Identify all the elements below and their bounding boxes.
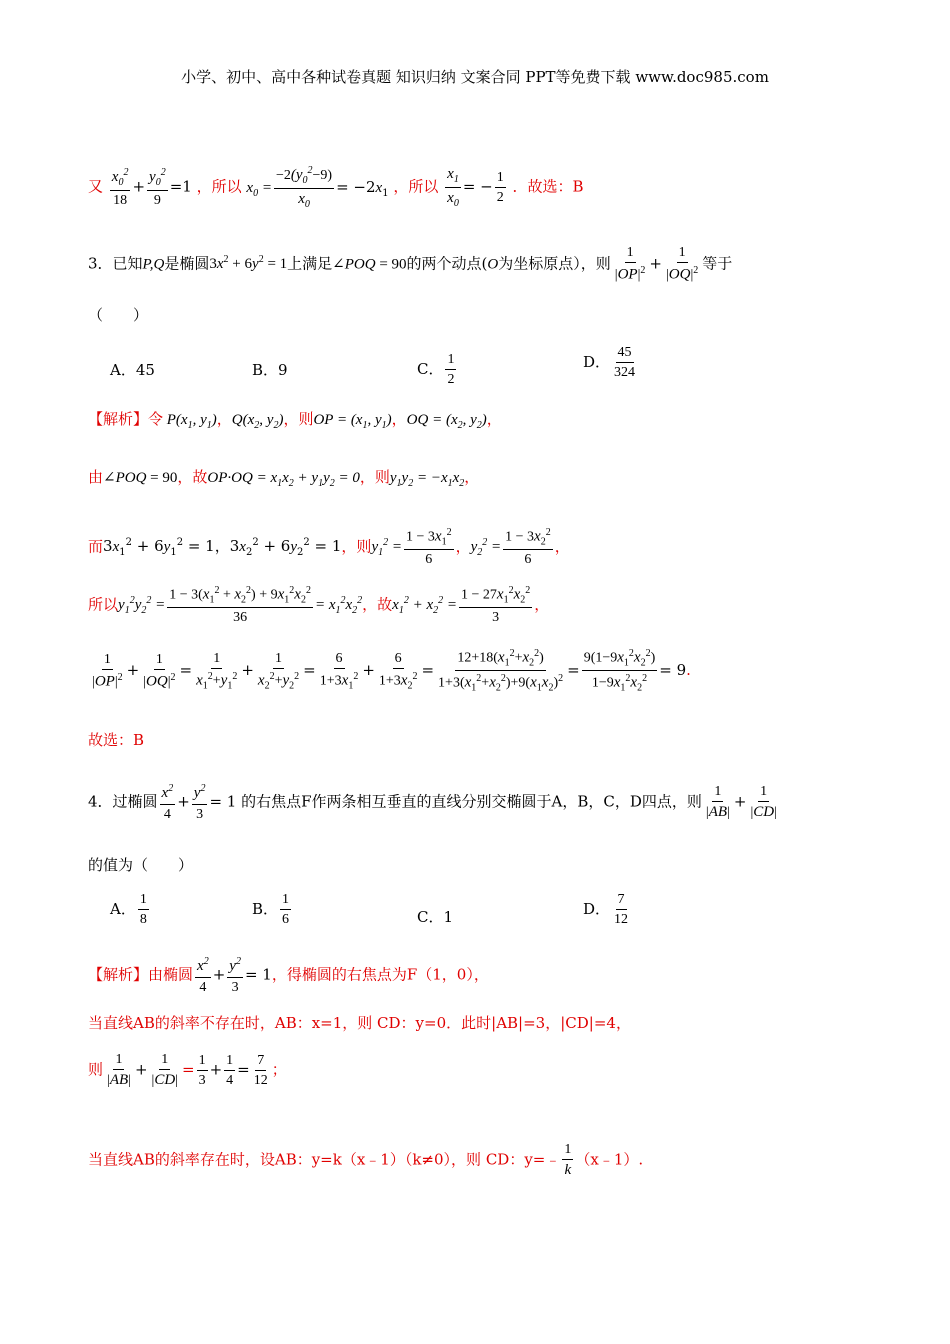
q3-paren: （ ） (88, 306, 149, 324)
question-3: 3．已知P,Q是椭圆$3x^2 + 6y^2 = 1$上满足∠POQ = 90的两个动点(O为坐标原点），则 $\frac{1}{|OP|^2}$ + $\frac{1}{|OQ|^2}$ 等于 (88, 245, 733, 284)
q4-analysis-1: 【解析】由椭圆 $\frac{x^2}{4}$ + $\frac{y^2}{3}$ = 1，得椭圆的右焦点为F（1，0）， (88, 956, 489, 995)
q3-analysis-1: 【解析】令 $P(x_1$, $y_1$)，$Q(x_2$, $y_2$)，则OP = ($x_1$, $y_1$)，OQ = ($x_2$, $y_2$)， (88, 410, 502, 431)
prev-solution-line: 又 $\frac{x_0^2}{18}$ + $\frac{y_0^2}{9}$ =1 ，所以 $x_0$ = $\frac{-2(y_0^2-9)}{x_0}$ = $-2x_1$ ，所以 $\frac{x_1}{x_0}$ = − $\frac{1}{2}$ ．故选：B (88, 165, 584, 210)
text: 的两个动点( (406, 254, 488, 273)
text: ，所以 (196, 177, 242, 196)
q4-option-a: A． $\frac{1}{8}$ (110, 892, 147, 928)
text: ，所以 (393, 177, 439, 196)
q3-analysis-2: 由∠POQ = 90，故$OP\cdot OQ = x_1x_2 + y_1y_2 = 0$，则$y_1y_2 = -x_1x_2$， (88, 468, 480, 489)
text: 3．已知 (88, 254, 143, 273)
math: $\frac{x_0^2}{18}$ (111, 166, 129, 208)
text: 又 (88, 177, 104, 196)
q4-analysis-4: 当直线AB的斜率存在时，设AB：y=k（x﹣1）（k≠0），则 CD：y=﹣ $\frac{1}{k}$ （x﹣1）. (88, 1142, 644, 1179)
text: 为坐标原点），则 (498, 254, 611, 273)
q3-analysis-5: $\frac{1}{|OP|^2}$ + $\frac{1}{|OQ|^2}$ = $\frac{1}{x_1^2+y_1^2}$ + $\frac{1}{x_2^2+y_2^2}$ = $\frac{6}{1+3x_1^2}$ + $\frac{6}{1+3x_2^2}$ = $\frac{12+18(x_1^2+x_2^2)}{1+3(x_1^2+x_2^2)+9(x_1x_2)^2}$ = $\frac{9(1-9x_1^2x_2^2)}{1-9x_1^2x_2^2}$ = 9. (92, 648, 691, 694)
q3-analysis-3: 而$3x_1^2 + 6y_1^2 = 1$，$3x_2^2 + 6y_2^2 = 1$，则$y_1^2$ = $\frac{1 - 3x_1^2}{6}$ ，$y_2^2$ = $\frac{1 - 3x_2^2}{6}$ ， (88, 527, 570, 568)
q4-option-c: C．1 (417, 908, 454, 926)
q3-option-a: A．45 (110, 361, 155, 379)
q3-option-d: D． $\frac{45}{324}$ (583, 345, 636, 381)
text: 等于 (702, 254, 733, 273)
page-header: 小学、初中、高中各种试卷真题 知识归纳 文案合同 PPT等免费下载 www.doc985.com (181, 68, 769, 86)
q3-option-b: B．9 (252, 361, 288, 379)
text: 上满足 (287, 254, 333, 273)
q3-answer: 故选：B (88, 731, 145, 749)
text: 是椭圆 (164, 254, 210, 273)
question-4: 4．过椭圆 $\frac{x^2}{4}$ + $\frac{y^2}{3}$ = 1 的右焦点F作两条相互垂直的直线分别交椭圆于A，B，C，D四点，则 $\frac{1}{|AB|}$ + $\frac{1}{|CD|}$ (88, 783, 777, 822)
q3-analysis-4: 所以$y_1^2y_2^2$ = $\frac{1 - 3(x_1^2 + x_2^2) + 9x_1^2x_2^2}{36}$ = $x_1^2x_2^2$，故$x_1^2 + x_2^2$ = $\frac{1 - 27x_1^2x_2^2}{3}$ ， (88, 585, 550, 626)
q4-text-2: 的值为（ ） (88, 856, 194, 874)
q4-option-b: B． $\frac{1}{6}$ (252, 892, 290, 928)
text: ．故选：B (512, 177, 584, 196)
q4-option-d: D． $\frac{7}{12}$ (583, 892, 629, 928)
q4-analysis-3: 则 $\frac{1}{|AB|}$ + $\frac{1}{|CD|}$ = $\frac{1}{3}$ + $\frac{1}{4}$ = $\frac{7}{12}$ ； (88, 1052, 287, 1089)
q3-option-c: C． $\frac{1}{2}$ (417, 352, 455, 388)
q4-analysis-2: 当直线AB的斜率不存在时，AB：x=1，则 CD：y=0．此时|AB|=3，|CD|=4， (88, 1014, 631, 1032)
